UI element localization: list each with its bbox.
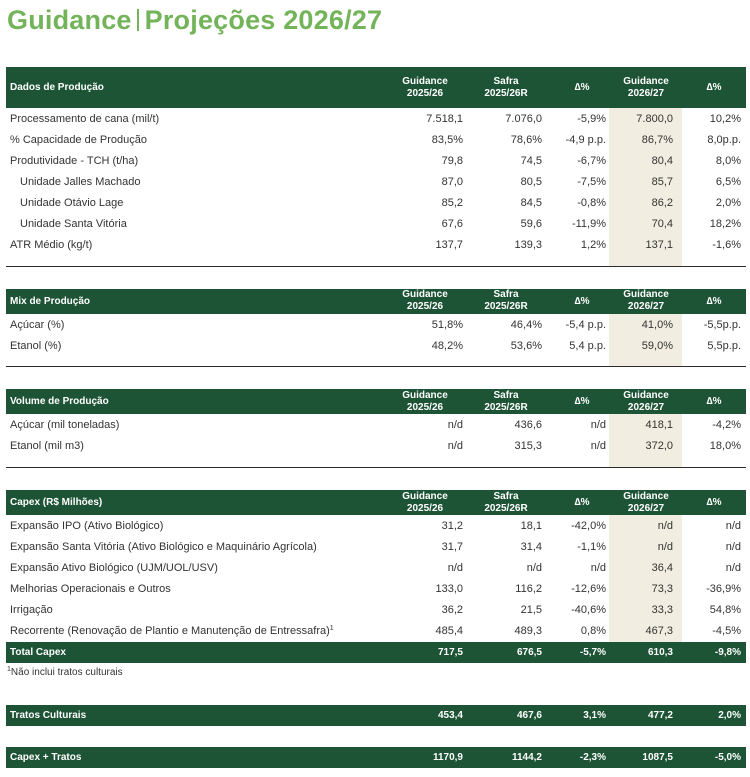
- header-delta2: ∆%: [706, 396, 722, 407]
- value-delta: -0,8%: [577, 197, 606, 209]
- tratos-table: [6, 705, 746, 727]
- value-delta2: -36,9%: [706, 583, 741, 595]
- value-delta: n/d: [590, 562, 606, 574]
- value-guidance-2627: 70,4: [651, 218, 673, 230]
- value-safra: 18,1: [520, 520, 542, 532]
- value-guidance-2627: n/d: [657, 520, 673, 532]
- row-label: [10, 621, 334, 642]
- value-delta: -6,7%: [577, 155, 606, 167]
- header-safra: [474, 76, 538, 100]
- table-row: [6, 600, 746, 621]
- value-delta: 3,1%: [583, 710, 606, 721]
- value-guidance-2627: 59,0%: [641, 340, 673, 352]
- table-row: [6, 415, 746, 436]
- header-guidance-2627-line1: Guidance: [623, 390, 669, 401]
- value-guidance-2526: 717,5: [437, 647, 463, 658]
- production-header-label: Dados de Produção: [10, 82, 104, 93]
- value-guidance-2526: 85,2: [441, 197, 463, 209]
- value-delta: -4,9 p.p.: [565, 134, 606, 146]
- table-row: [6, 579, 746, 600]
- header-guidance-2627-line2: 2026/27: [627, 88, 665, 99]
- row-label: Expansão Ativo Biológico (UJM/UOL/USV): [10, 562, 218, 574]
- value-safra: 467,6: [516, 710, 542, 721]
- value-safra: 315,3: [514, 440, 542, 452]
- value-delta2: 18,0%: [709, 440, 741, 452]
- capex-tratos-table: [6, 747, 746, 769]
- value-safra: 74,5: [520, 155, 542, 167]
- row-label: Melhorias Operacionais e Outros: [10, 583, 171, 595]
- table-row: [6, 621, 746, 642]
- production-table: [6, 67, 746, 267]
- value-guidance-2526: 48,2%: [431, 340, 463, 352]
- value-safra: 53,6%: [510, 340, 542, 352]
- value-delta: -5,9%: [577, 113, 606, 125]
- table-row: [6, 516, 746, 537]
- table-row: [6, 172, 746, 193]
- value-guidance-2627: 467,3: [645, 625, 673, 637]
- capex-header-row: [6, 490, 746, 515]
- value-safra: 59,6: [520, 218, 542, 230]
- header-safra-line2: 2025/26R: [484, 503, 528, 514]
- volume-bottom-rule: [6, 467, 746, 468]
- footnote-marker: 1: [7, 666, 11, 673]
- row-label: Unidade Santa Vitória: [20, 218, 127, 230]
- value-delta: 0,8%: [580, 625, 606, 637]
- value-guidance-2627: 137,1: [645, 239, 673, 251]
- row-label: Etanol (mil m3): [10, 440, 84, 452]
- header-delta2: ∆%: [706, 296, 722, 307]
- header-guidance-2627-line1: Guidance: [623, 491, 669, 502]
- value-delta2: 8,0%: [715, 155, 741, 167]
- header-guidance-2526-line1: Guidance: [402, 76, 448, 87]
- table-row: [6, 130, 746, 151]
- header-safra: [474, 390, 538, 414]
- table-row: [6, 336, 746, 357]
- header-safra: [474, 491, 538, 515]
- header-safra-line1: Safra: [493, 390, 519, 401]
- value-guidance-2627: 372,0: [645, 440, 673, 452]
- title-separator: [137, 9, 139, 31]
- value-delta: 5,4 p.p.: [569, 340, 606, 352]
- value-safra: 676,5: [516, 647, 542, 658]
- value-delta: -40,6%: [571, 604, 606, 616]
- header-safra-line2: 2025/26R: [484, 402, 528, 413]
- table-row: [6, 436, 746, 457]
- value-guidance-2526: 51,8%: [431, 319, 463, 331]
- row-label: Unidade Jalles Machado: [20, 176, 141, 188]
- table-row: [6, 151, 746, 172]
- value-guidance-2627: 1087,5: [642, 752, 673, 763]
- value-guidance-2526: 31,7: [441, 541, 463, 553]
- table-row: [6, 558, 746, 579]
- value-guidance-2526: n/d: [447, 419, 463, 431]
- header-guidance-2627: [612, 491, 680, 515]
- header-safra-line2: 2025/26R: [484, 88, 528, 99]
- row-label: ATR Médio (kg/t): [10, 239, 93, 251]
- value-delta: -11,9%: [571, 218, 606, 230]
- row-label: Irrigação: [10, 604, 53, 616]
- header-delta2: ∆%: [706, 82, 722, 93]
- row-label: Tratos Culturais: [10, 710, 87, 721]
- value-delta: -5,4 p.p.: [565, 319, 606, 331]
- value-guidance-2627: 36,4: [651, 562, 673, 574]
- value-guidance-2526: 1170,9: [432, 752, 463, 763]
- value-guidance-2526: n/d: [447, 562, 463, 574]
- value-guidance-2627: 41,0%: [641, 319, 673, 331]
- header-guidance-2526-line1: Guidance: [402, 289, 448, 300]
- header-guidance-2627-line1: Guidance: [623, 289, 669, 300]
- title-part1: Guidance: [7, 5, 132, 35]
- header-guidance-2526-line2: 2025/26: [406, 301, 444, 312]
- capex-total-row: [6, 642, 746, 663]
- header-guidance-2627-line2: 2026/27: [627, 503, 665, 514]
- value-delta2: n/d: [725, 541, 741, 553]
- row-label: Capex + Tratos: [10, 752, 82, 763]
- header-guidance-2627-line2: 2026/27: [627, 402, 665, 413]
- header-delta: ∆%: [574, 497, 590, 508]
- row-label: Processamento de cana (mil/t): [10, 113, 160, 125]
- value-guidance-2627: 85,7: [651, 176, 673, 188]
- mix-bottom-rule: [6, 366, 746, 367]
- value-guidance-2526: 453,4: [437, 710, 463, 721]
- footnote-marker: 1: [329, 625, 334, 632]
- value-delta2: 6,5%: [715, 176, 741, 188]
- production-bottom-rule: [6, 266, 746, 267]
- header-delta: ∆%: [574, 396, 590, 407]
- value-guidance-2526: 31,2: [441, 520, 463, 532]
- row-label: Expansão Santa Vitória (Ativo Biológico e Maquinário Agrícola): [10, 541, 317, 553]
- mix-header-label: Mix de Produção: [10, 296, 91, 307]
- value-guidance-2627: 80,4: [651, 155, 673, 167]
- header-guidance-2627: [612, 76, 680, 100]
- value-guidance-2526: 137,7: [435, 239, 463, 251]
- value-guidance-2627: 418,1: [645, 419, 673, 431]
- value-delta: n/d: [590, 440, 606, 452]
- header-safra: [474, 289, 538, 313]
- value-delta2: 10,2%: [709, 113, 741, 125]
- header-delta2: ∆%: [706, 497, 722, 508]
- value-delta2: -4,2%: [712, 419, 741, 431]
- capex-table: [6, 490, 746, 664]
- table-row: [6, 109, 746, 130]
- value-delta2: -9,8%: [714, 647, 741, 658]
- value-guidance-2627: 33,3: [651, 604, 673, 616]
- value-guidance-2526: 133,0: [435, 583, 463, 595]
- header-safra-line1: Safra: [493, 289, 519, 300]
- table-row: [6, 235, 746, 256]
- value-safra: n/d: [526, 562, 542, 574]
- row-label: % Capacidade de Produção: [10, 134, 147, 146]
- header-guidance-2526: [393, 491, 457, 515]
- value-guidance-2526: 485,4: [435, 625, 463, 637]
- value-delta2: 2,0%: [718, 710, 741, 721]
- value-delta2: 54,8%: [709, 604, 741, 616]
- value-guidance-2526: 79,8: [441, 155, 463, 167]
- value-guidance-2627: 610,3: [647, 647, 673, 658]
- header-guidance-2526: [393, 390, 457, 414]
- value-guidance-2627: 7.800,0: [636, 113, 673, 125]
- value-guidance-2627: 73,3: [651, 583, 673, 595]
- header-guidance-2627-line2: 2026/27: [627, 301, 665, 312]
- value-safra: 31,4: [520, 541, 542, 553]
- value-guidance-2526: 67,6: [441, 218, 463, 230]
- mix-table: [6, 289, 746, 368]
- row-label: Açúcar (%): [10, 319, 65, 331]
- value-safra: 78,6%: [510, 134, 542, 146]
- value-guidance-2627: 86,2: [651, 197, 673, 209]
- row-label: Açúcar (mil toneladas): [10, 419, 120, 431]
- value-safra: 46,4%: [510, 319, 542, 331]
- value-safra: 489,3: [514, 625, 542, 637]
- value-guidance-2526: 7.518,1: [426, 113, 463, 125]
- header-guidance-2526: [393, 289, 457, 313]
- title-part2: Projeções 2026/27: [144, 5, 383, 35]
- header-delta: ∆%: [574, 82, 590, 93]
- value-delta: -5,7%: [579, 647, 606, 658]
- value-safra: 436,6: [514, 419, 542, 431]
- header-guidance-2526-line1: Guidance: [402, 491, 448, 502]
- volume-table: [6, 389, 746, 469]
- table-row: [6, 214, 746, 235]
- row-label: Total Capex: [10, 647, 66, 658]
- value-delta: n/d: [590, 419, 606, 431]
- value-delta2: 2,0%: [715, 197, 741, 209]
- header-safra-line1: Safra: [493, 491, 519, 502]
- value-delta: -7,5%: [577, 176, 606, 188]
- value-guidance-2526: 83,5%: [431, 134, 463, 146]
- header-guidance-2526-line2: 2025/26: [406, 503, 444, 514]
- value-guidance-2526: n/d: [447, 440, 463, 452]
- value-guidance-2526: 36,2: [441, 604, 463, 616]
- value-delta2: 5,5p.p.: [707, 340, 741, 352]
- value-safra: 80,5: [520, 176, 542, 188]
- value-safra: 84,5: [520, 197, 542, 209]
- value-delta2: 8,0p.p.: [707, 134, 741, 146]
- header-guidance-2627: [612, 390, 680, 414]
- production-header-row: [6, 67, 746, 108]
- value-guidance-2627: n/d: [657, 541, 673, 553]
- header-safra-line1: Safra: [493, 76, 519, 87]
- volume-header-label: Volume de Produção: [10, 396, 109, 407]
- value-safra: 7.076,0: [505, 113, 542, 125]
- value-delta: -1,1%: [577, 541, 606, 553]
- capex-header-label: Capex (R$ Milhões): [10, 497, 103, 508]
- value-safra: 1144,2: [511, 752, 542, 763]
- table-row: [6, 537, 746, 558]
- header-guidance-2526-line1: Guidance: [402, 390, 448, 401]
- value-delta2: n/d: [725, 562, 741, 574]
- footnote: [7, 667, 123, 678]
- header-guidance-2627: [612, 289, 680, 313]
- value-guidance-2627: 477,2: [647, 710, 673, 721]
- page-title: [7, 2, 382, 38]
- row-label: Etanol (%): [10, 340, 62, 352]
- mix-header-row: [6, 289, 746, 314]
- row-label: Unidade Otávio Lage: [20, 197, 124, 209]
- value-delta2: -5,5p.p.: [703, 319, 741, 331]
- value-delta2: n/d: [725, 520, 741, 532]
- value-delta: 1,2%: [580, 239, 606, 251]
- tratos-row: [6, 705, 746, 726]
- footnote-text: Não inclui tratos culturais: [10, 667, 123, 678]
- value-delta2: 18,2%: [709, 218, 741, 230]
- value-guidance-2627: 86,7%: [641, 134, 673, 146]
- value-safra: 116,2: [515, 583, 542, 595]
- header-guidance-2526-line2: 2025/26: [406, 402, 444, 413]
- header-guidance-2627-line1: Guidance: [623, 76, 669, 87]
- value-delta2: -1,6%: [712, 239, 741, 251]
- header-guidance-2526-line2: 2025/26: [406, 88, 444, 99]
- capex-tratos-row: [6, 747, 746, 768]
- row-label-text: Recorrente (Renovação de Plantio e Manutenção de Entressafra): [10, 625, 330, 637]
- table-row: [6, 315, 746, 336]
- value-safra: 21,5: [520, 604, 542, 616]
- value-safra: 139,3: [514, 239, 542, 251]
- value-guidance-2526: 87,0: [441, 176, 463, 188]
- value-delta: -42,0%: [571, 520, 606, 532]
- header-safra-line2: 2025/26R: [484, 301, 528, 312]
- table-row: [6, 193, 746, 214]
- value-delta2: -4,5%: [712, 625, 741, 637]
- value-delta: -2,3%: [579, 752, 606, 763]
- row-label: Produtividade - TCH (t/ha): [10, 155, 139, 167]
- volume-header-row: [6, 389, 746, 414]
- value-delta2: -5,0%: [714, 752, 741, 763]
- value-delta: -12,6%: [571, 583, 606, 595]
- header-guidance-2526: [393, 76, 457, 100]
- header-delta: ∆%: [574, 296, 590, 307]
- row-label: Expansão IPO (Ativo Biológico): [10, 520, 164, 532]
